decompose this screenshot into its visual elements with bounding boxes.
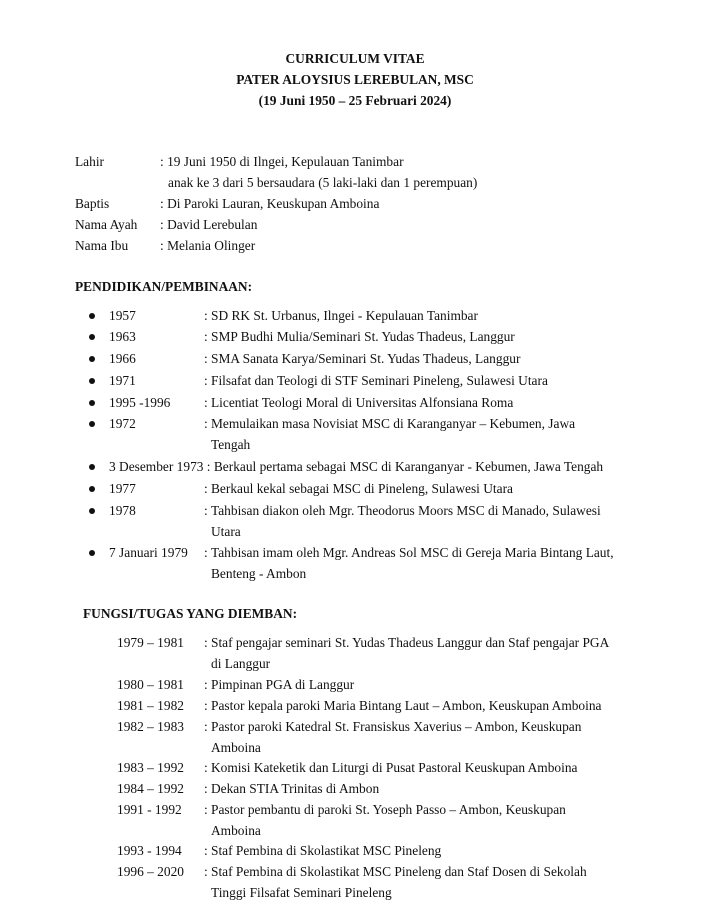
bio-label-baptis: Baptis <box>75 196 110 211</box>
duty-colon: : <box>204 635 208 650</box>
duty-period: 1979 – 1981 <box>117 635 184 650</box>
duty-colon: : <box>204 864 208 879</box>
duty-colon: : <box>204 719 208 734</box>
education-year: 1978 <box>109 503 136 518</box>
education-colon: : <box>204 308 208 323</box>
duty-colon: : <box>204 698 208 713</box>
duty-desc: Staf Pembina di Skolastikat MSC Pineleng dan Staf Dosen di Sekolah Tinggi Filsafat Seminari Pineleng <box>211 864 587 900</box>
education-desc: SD RK St. Urbanus, Ilngei - Kepulauan Tanimbar <box>211 308 478 323</box>
bullet-icon <box>89 356 95 362</box>
bio-label-ibu: Nama Ibu <box>75 238 129 253</box>
bullet-icon <box>89 421 95 427</box>
document-title: CURRICULUM VITAE <box>285 51 425 66</box>
education-desc: Memulaikan masa Novisiat MSC di Karanganyar – Kebumen, Jawa Tengah <box>211 416 576 452</box>
duty-period: 1981 – 1982 <box>117 698 184 713</box>
duty-desc: Pastor paroki Katedral St. Fransiskus Xaverius – Ambon, Keuskupan Amboina <box>211 719 582 755</box>
duty-colon: : <box>204 760 208 775</box>
bullet-icon <box>89 334 95 340</box>
duties-heading: FUNGSI/TUGAS YANG DIEMBAN: <box>83 606 298 621</box>
duty-desc: Pastor kepala paroki Maria Bintang Laut – Ambon, Keuskupan Amboina <box>211 698 602 713</box>
bullet-icon <box>89 313 95 319</box>
education-year: 7 Januari 1979 <box>109 545 188 560</box>
duty-desc: Dekan STIA Trinitas di Ambon <box>211 781 380 796</box>
education-inline-entry: 3 Desember 1973 : Berkaul pertama sebagai MSC di Karanganyar - Kebumen, Jawa Tengah <box>109 459 604 474</box>
bio-value-ibu: : Melania Olinger <box>160 238 256 253</box>
education-colon: : <box>204 373 208 388</box>
duty-colon: : <box>204 677 208 692</box>
duty-desc: Staf pengajar seminari St. Yudas Thadeus Langgur dan Staf pengajar PGA di Langgur <box>211 635 610 671</box>
education-colon: : <box>204 481 208 496</box>
education-colon: : <box>204 545 208 560</box>
duty-colon: : <box>204 781 208 796</box>
duty-desc: Komisi Kateketik dan Liturgi di Pusat Pastoral Keuskupan Amboina <box>211 760 578 775</box>
duty-desc: Pastor pembantu di paroki St. Yoseph Passo – Ambon, Keuskupan Amboina <box>211 802 566 838</box>
education-desc: Filsafat dan Teologi di STF Seminari Pineleng, Sulawesi Utara <box>211 373 548 388</box>
duty-period: 1993 - 1994 <box>117 843 182 858</box>
duty-colon: : <box>204 843 208 858</box>
bullet-icon <box>89 400 95 406</box>
education-colon: : <box>204 395 208 410</box>
bio-label-ayah: Nama Ayah <box>75 217 138 232</box>
education-heading: PENDIDIKAN/PEMBINAAN: <box>75 279 253 294</box>
document-life-dates: (19 Juni 1950 – 25 Februari 2024) <box>258 93 452 108</box>
duty-period: 1982 – 1983 <box>117 719 184 734</box>
education-year: 1957 <box>109 308 136 323</box>
bullet-icon <box>89 464 95 470</box>
bio-value-baptis: : Di Paroki Lauran, Keuskupan Amboina <box>160 196 380 211</box>
education-colon: : <box>204 503 208 518</box>
education-year: 1972 <box>109 416 136 431</box>
education-desc: Tahbisan imam oleh Mgr. Andreas Sol MSC di Gereja Maria Bintang Laut, Benteng - Ambon <box>211 545 614 581</box>
bio-value-siblings: anak ke 3 dari 5 bersaudara (5 laki-laki dan 1 perempuan) <box>168 175 478 190</box>
duty-period: 1996 – 2020 <box>117 864 184 879</box>
education-desc: Berkaul kekal sebagai MSC di Pineleng, Sulawesi Utara <box>211 481 513 496</box>
education-colon: : <box>204 351 208 366</box>
bio-value-lahir: : 19 Juni 1950 di Ilngei, Kepulauan Tanimbar <box>160 154 404 169</box>
education-colon: : <box>204 329 208 344</box>
education-desc: SMP Budhi Mulia/Seminari St. Yudas Thadeus, Langgur <box>211 329 515 344</box>
bullet-icon <box>89 508 95 514</box>
education-desc: SMA Sanata Karya/Seminari St. Yudas Thadeus, Langgur <box>211 351 521 366</box>
education-desc: Licentiat Teologi Moral di Universitas Alfonsiana Roma <box>211 395 514 410</box>
education-year: 1966 <box>109 351 136 366</box>
bullet-icon <box>89 486 95 492</box>
bio-value-ayah: : David Lerebulan <box>160 217 258 232</box>
education-desc: Tahbisan diakon oleh Mgr. Theodorus Moors MSC di Manado, Sulawesi Utara <box>211 503 601 539</box>
education-year: 1995 -1996 <box>109 395 171 410</box>
education-year: 1971 <box>109 373 136 388</box>
bullet-icon <box>89 378 95 384</box>
bullet-icon <box>89 550 95 556</box>
duty-period: 1983 – 1992 <box>117 760 184 775</box>
duty-period: 1984 – 1992 <box>117 781 184 796</box>
bio-label-lahir: Lahir <box>75 154 104 169</box>
education-year: 1963 <box>109 329 136 344</box>
education-year: 1977 <box>109 481 136 496</box>
education-colon: : <box>204 416 208 431</box>
duty-desc: Staf Pembina di Skolastikat MSC Pineleng <box>211 843 442 858</box>
duty-period: 1991 - 1992 <box>117 802 182 817</box>
duty-period: 1980 – 1981 <box>117 677 184 692</box>
duty-desc: Pimpinan PGA di Langgur <box>211 677 355 692</box>
document-subject-name: PATER ALOYSIUS LEREBULAN, MSC <box>236 72 474 87</box>
duty-colon: : <box>204 802 208 817</box>
